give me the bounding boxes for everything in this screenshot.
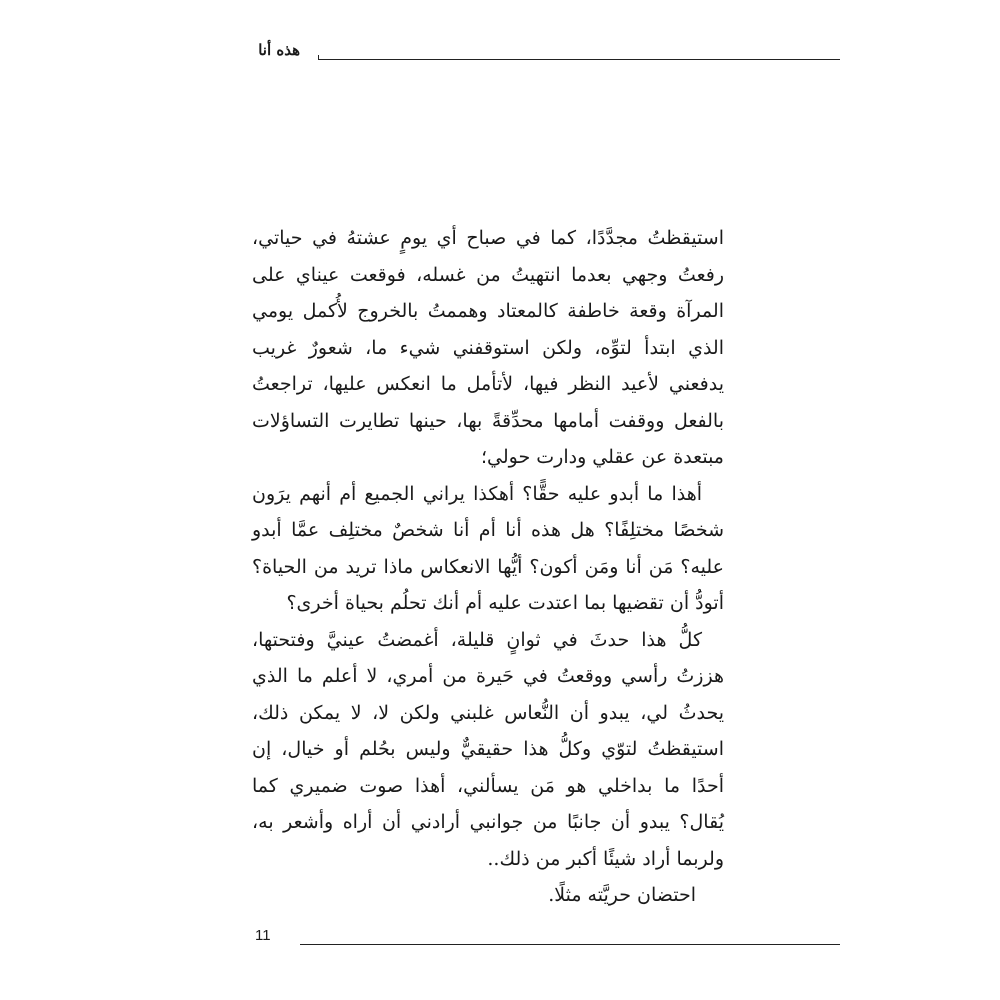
body-text — [252, 220, 724, 914]
paragraph-3: كلُّ هذا حدثَ في ثوانٍ قليلة، أغمضتُ عينيَّ وفتحتها، هززتُ رأسي ووقعتُ في حَيرة من أمري، لا أعلم ما الذي يحدثُ لي، يبدو أن النُّعاس غلبني ولكن لا، لا يمكن ذلك، استيقظتُ لتوّي وكلُّ هذا حقيقيٌّ وليس بحُلم أو خيال، إن أحدًا ما بداخلي هو مَن يسألني، أهذا صوت ضميري كما يُقال؟ يبدو أن جانبًا من جوانبي أرادني أن أراه وأشعر به، ولربما أراد شيئًا أكبر من ذلك.. — [252, 628, 724, 870]
paragraph-2: أهذا ما أبدو عليه حقًّا؟ أهكذا يراني الجميع أم أنهم يرَون شخصًا مختلِفًا؟ هل هذه أنا أم أنا شخصٌ مختلِف عمَّا أبدو عليه؟ مَن أنا ومَن أكون؟ أيُّها الانعكاس ماذا تريد من الحياة؟ أتودُّ أن تقضيها بما اعتدت عليه أم أنك تحلُم بحياة أخرى؟ — [252, 482, 724, 614]
running-header-title: هذه أنا — [258, 41, 300, 59]
paragraph-4: احتضان حريَّته مثلًا. — [548, 884, 696, 906]
page-number: 11 — [255, 927, 271, 944]
paragraph-1: استيقظتُ مجدَّدًا، كما في صباح أي يومٍ عشتهُ في حياتي، رفعتُ وجهي بعدما انتهيتُ من غسله، فوقعت عيناي على المرآة وقعة خاطفة كالمعتاد وهممتُ بالخروج لأُكمل يومي الذي ابتدأ لتوِّه، ولكن استوقفني شيء ما، شعورٌ غريب يدفعني لأعيد النظر فيها، لأتأمل ما انعكس عليها، تراجعتُ بالفعل ووقفت أمامها محدِّقةً بها، حينها تطايرت التساؤلات مبتعدة عن عقلي ودارت حولي؛ — [252, 227, 724, 468]
footer-rule — [300, 944, 840, 945]
header-rule — [318, 59, 840, 60]
